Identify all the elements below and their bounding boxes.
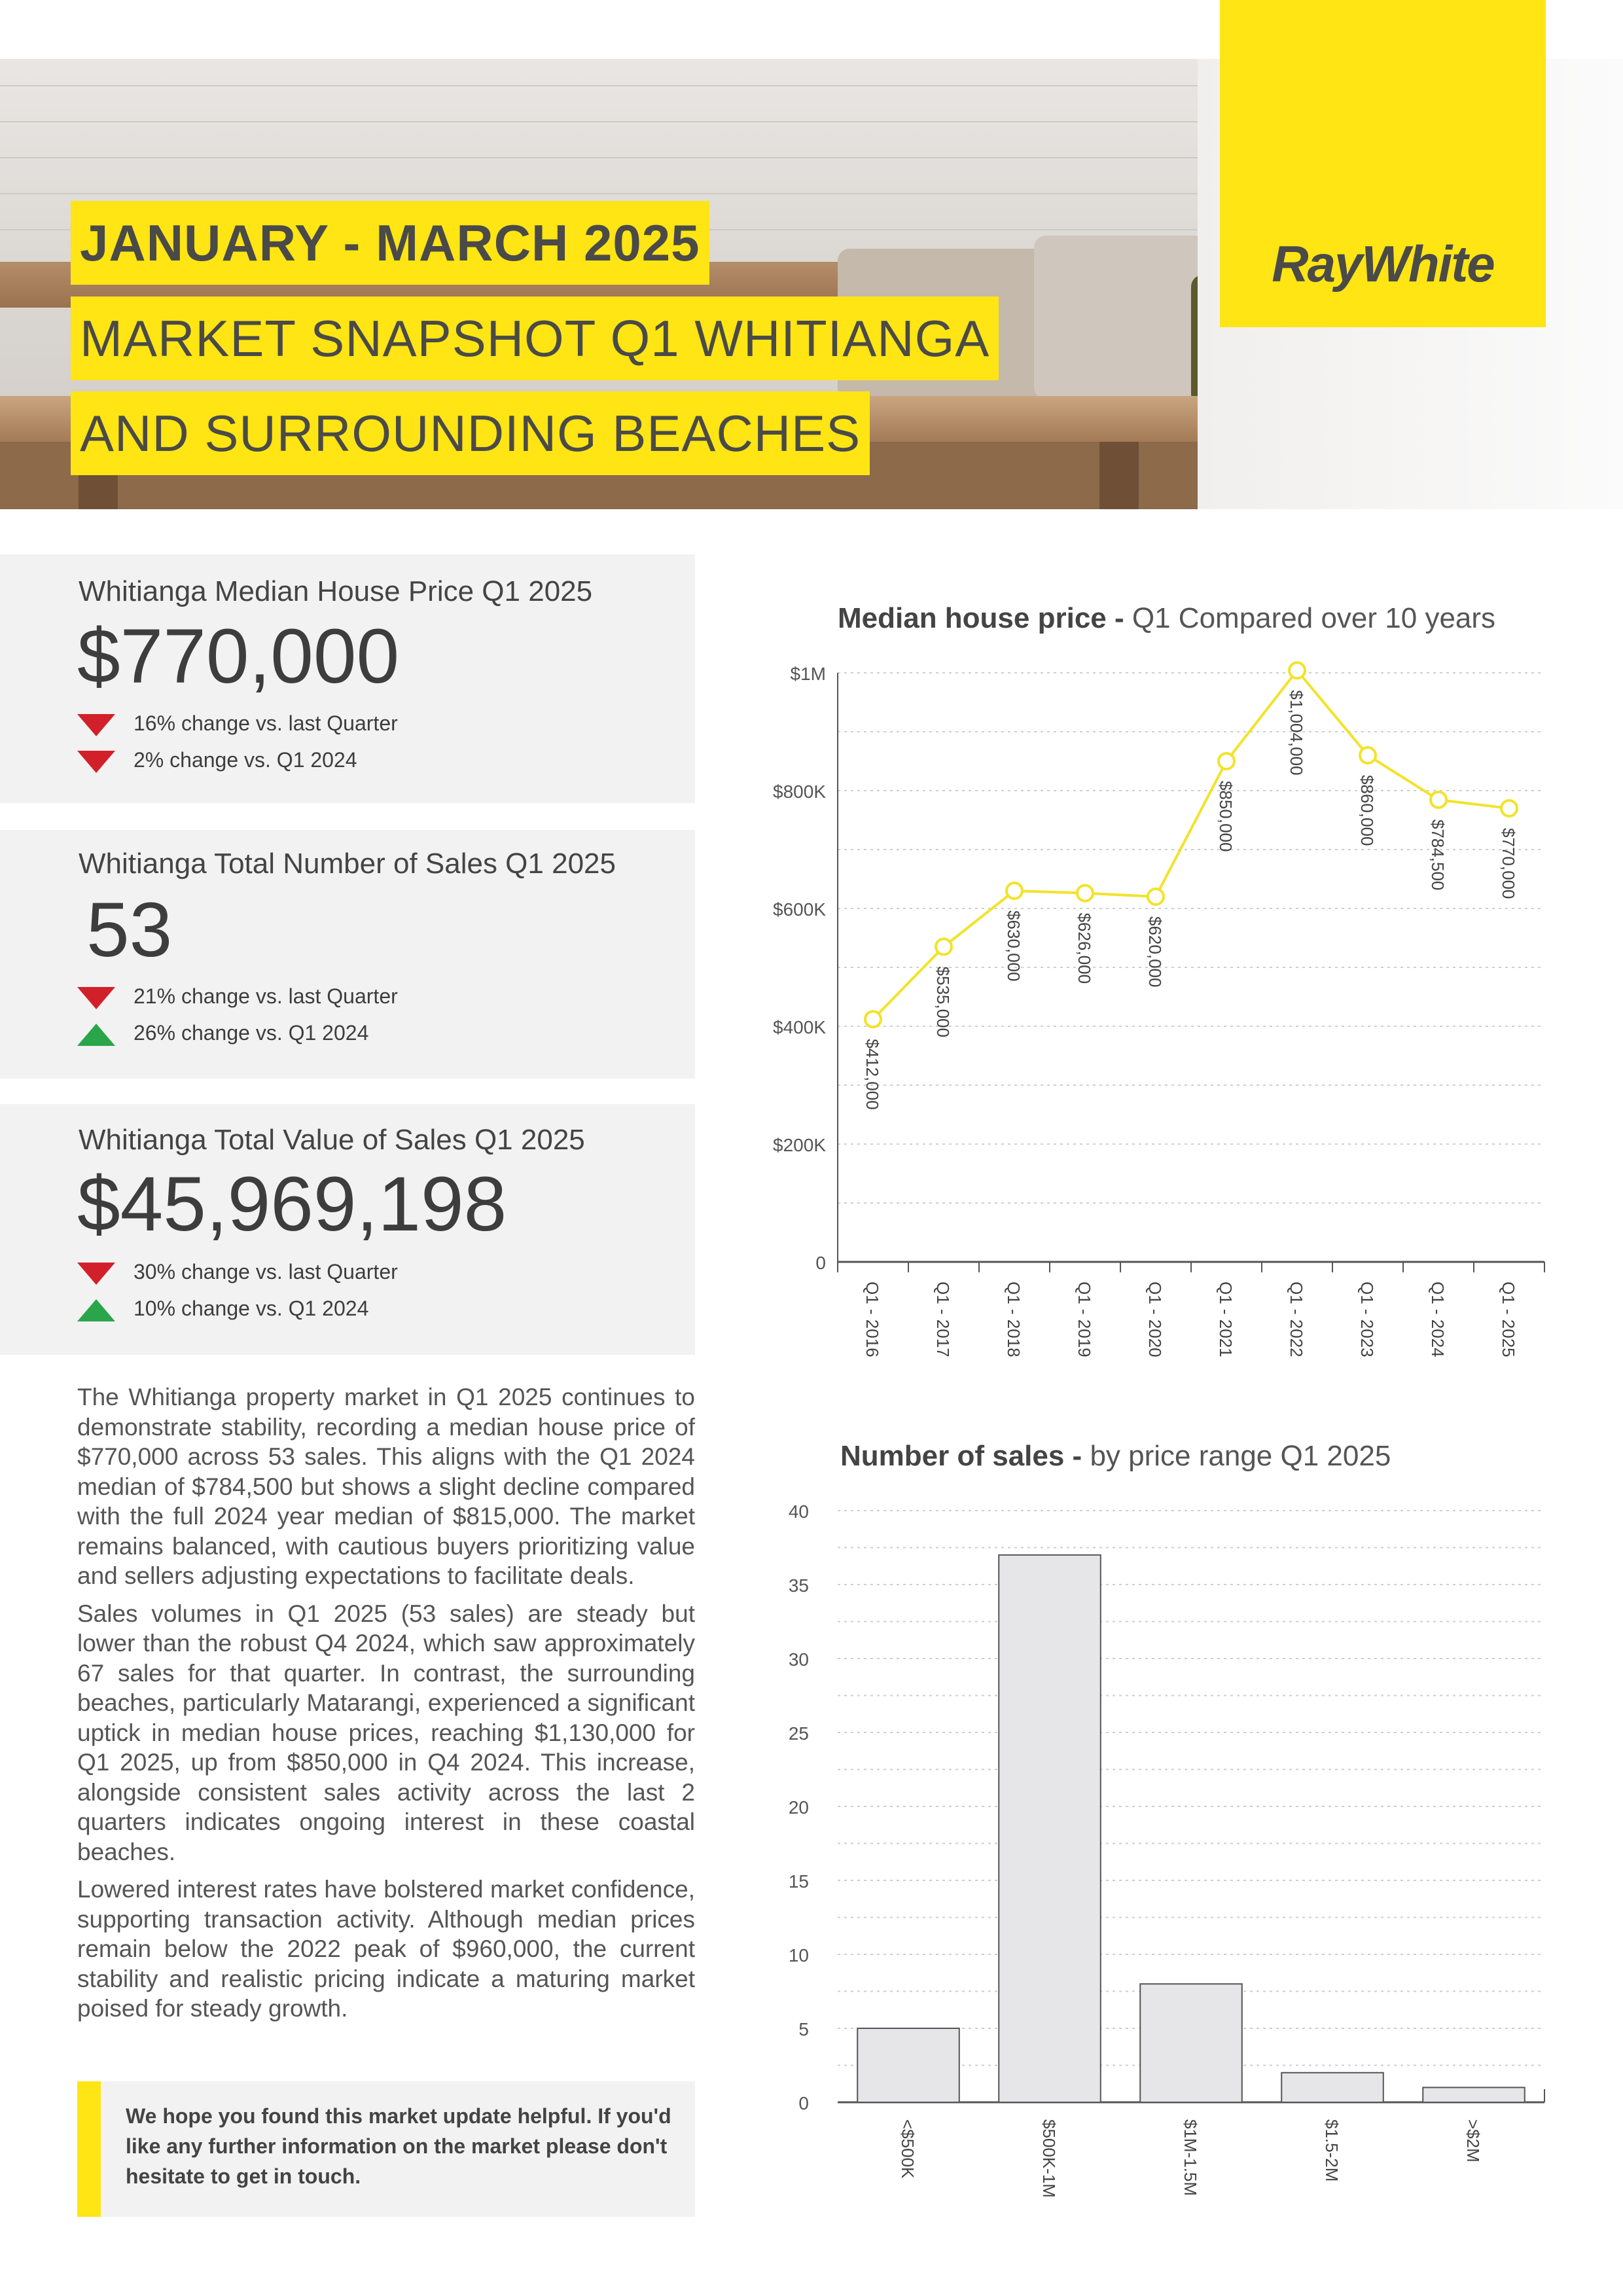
bar-chart-title: [840, 1440, 1391, 1473]
stat-median-price: [0, 554, 695, 803]
x-tick-label: Q1 - 2020: [1145, 1282, 1165, 1357]
median-price-line-chart: [753, 648, 1558, 1368]
x-tick-label: Q1 - 2024: [1428, 1282, 1448, 1357]
y-tick-label: $600K: [773, 899, 826, 920]
y-tick-label: $400K: [773, 1017, 826, 1037]
x-tick-label: Q1 - 2022: [1287, 1282, 1306, 1357]
period-heading: JANUARY - MARCH 2025: [71, 201, 709, 285]
down-arrow-icon: [77, 751, 115, 773]
y-tick-label: 0: [798, 2093, 809, 2113]
y-tick-label: 40: [788, 1501, 809, 1522]
data-point: [1148, 889, 1164, 905]
data-point: [865, 1011, 881, 1027]
bar: [857, 2028, 959, 2102]
stat-title: Whitianga Median House Price Q1 2025: [79, 575, 593, 607]
y-tick-label: 30: [788, 1649, 809, 1670]
cta-accent-bar: [77, 2081, 101, 2217]
y-tick-label: 5: [798, 2019, 809, 2039]
x-tick-label: $1.5-2M: [1322, 2119, 1342, 2182]
stat-value: $45,969,198: [77, 1161, 507, 1247]
x-tick-label: Q1 - 2025: [1499, 1282, 1518, 1357]
stat-number-sales: [0, 830, 695, 1079]
x-tick-label: <$500K: [898, 2119, 918, 2179]
paragraph: The Whitianga property market in Q1 2025 continues to demonstrate stability, recording a median house price of $770,000 across 53 sales. This aligns with the Q1 2024 median of $784,500 but shows a slight decline compared with the full 2024 year median of $815,000. The market remains balanced, with cautious buyers prioritizing value and sellers adjusting expectations to facilitate deals.: [77, 1384, 695, 1589]
data-label: $770,000: [1499, 828, 1518, 899]
data-point: [936, 939, 952, 955]
chart-title-bold: Median house price -: [838, 602, 1132, 634]
y-tick-label: $800K: [773, 781, 826, 802]
chart-title-rest: by price range Q1 2025: [1090, 1440, 1391, 1472]
change-text: 30% change vs. last Quarter: [134, 1260, 398, 1283]
data-point: [1360, 747, 1376, 763]
paragraph: Sales volumes in Q1 2025 (53 sales) are steady but lower than the robust Q4 2024, which saw approximately 67 sales for that quarter. In contrast, the surrounding beaches, particularly Matarangi, experienced a significant uptick in median house prices, reaching $1,130,000 for Q1 2025, up from $850,000 in Q4 2024. This increase, alongside consistent sales activity across the last 2 quarters indicates ongoing interest in these coastal beaches.: [77, 1600, 695, 1865]
stat-value: $770,000: [77, 613, 400, 700]
x-tick-label: Q1 - 2023: [1357, 1282, 1377, 1357]
data-label: $412,000: [863, 1039, 882, 1110]
paragraph: Lowered interest rates have bolstered market confidence, supporting transaction activity. Although median prices remain below the 2022 peak of $960,000, the current stability and realistic pricing indicate a maturing market poised for steady growth.: [77, 1876, 695, 2022]
x-tick-label: Q1 - 2016: [863, 1282, 882, 1357]
change-text: 2% change vs. Q1 2024: [134, 748, 357, 772]
x-tick-label: Q1 - 2021: [1216, 1282, 1236, 1357]
ray-white-logo: [1220, 0, 1546, 327]
down-arrow-icon: [77, 987, 115, 1009]
data-label: $1,004,000: [1287, 690, 1306, 776]
data-label: $535,000: [933, 966, 953, 1037]
stat-total-value: [0, 1104, 695, 1355]
down-arrow-icon: [77, 1263, 115, 1285]
cta-box: [77, 2081, 695, 2217]
up-arrow-icon: [77, 1024, 115, 1046]
data-label: $626,000: [1075, 912, 1094, 984]
change-text: 10% change vs. Q1 2024: [134, 1297, 369, 1320]
x-tick-label: Q1 - 2017: [933, 1282, 953, 1357]
data-point: [1077, 886, 1093, 901]
change-row: [77, 748, 357, 774]
data-label: $630,000: [1004, 910, 1024, 982]
x-tick-label: Q1 - 2019: [1075, 1282, 1094, 1357]
title-line-2: AND SURROUNDING BEACHES: [71, 391, 870, 475]
x-tick-label: $500K-1M: [1039, 2119, 1059, 2198]
data-label: $784,500: [1428, 819, 1448, 891]
bar: [1423, 2087, 1525, 2102]
y-tick-label: 25: [788, 1723, 809, 1744]
y-tick-label: $1M: [790, 664, 826, 684]
change-row: [77, 1260, 398, 1286]
down-arrow-icon: [77, 714, 115, 736]
y-tick-label: 15: [788, 1871, 809, 1892]
stat-title: Whitianga Total Number of Sales Q1 2025: [79, 848, 616, 880]
x-tick-label: >$2M: [1463, 2119, 1483, 2162]
sales-by-price-bar-chart: [753, 1492, 1558, 2212]
cta-text: We hope you found this market update helpful. If you'd like any further information on the market please don't hesitate to get in touch.: [126, 2104, 671, 2188]
logo-wordmark: RayWhite: [1272, 235, 1494, 293]
data-label: $850,000: [1216, 781, 1236, 852]
x-tick-label: Q1 - 2018: [1004, 1282, 1024, 1357]
stat-title: Whitianga Total Value of Sales Q1 2025: [79, 1124, 585, 1156]
change-row: [77, 984, 398, 1011]
change-row: [77, 711, 398, 738]
data-point: [1501, 800, 1517, 816]
y-tick-label: 20: [788, 1797, 809, 1818]
stat-value: 53: [86, 887, 173, 973]
data-point: [1007, 883, 1022, 899]
change-row: [77, 1297, 368, 1323]
y-tick-label: 35: [788, 1575, 809, 1596]
change-text: 21% change vs. last Quarter: [134, 984, 398, 1008]
bar: [999, 1555, 1101, 2102]
market-commentary: [77, 1382, 695, 2032]
x-tick-label: $1M-1.5M: [1181, 2119, 1200, 2197]
y-tick-label: $200K: [773, 1135, 826, 1155]
y-tick-label: 0: [815, 1253, 826, 1273]
change-text: 26% change vs. Q1 2024: [134, 1021, 369, 1045]
chart-title-bold: Number of sales -: [840, 1440, 1090, 1472]
data-point: [1219, 753, 1234, 769]
data-label: $860,000: [1357, 775, 1377, 846]
up-arrow-icon: [77, 1299, 115, 1321]
title-line-1: MARKET SNAPSHOT Q1 WHITIANGA: [71, 296, 999, 380]
y-tick-label: 10: [788, 1945, 809, 1965]
bar: [1281, 2073, 1383, 2102]
chart-title-rest: Q1 Compared over 10 years: [1132, 602, 1496, 634]
data-label: $620,000: [1145, 916, 1165, 988]
data-point: [1431, 792, 1446, 808]
data-point: [1289, 662, 1305, 678]
bar: [1140, 1984, 1242, 2102]
change-text: 16% change vs. last Quarter: [134, 711, 398, 735]
change-row: [77, 1021, 368, 1047]
line-chart-title: [838, 602, 1495, 635]
